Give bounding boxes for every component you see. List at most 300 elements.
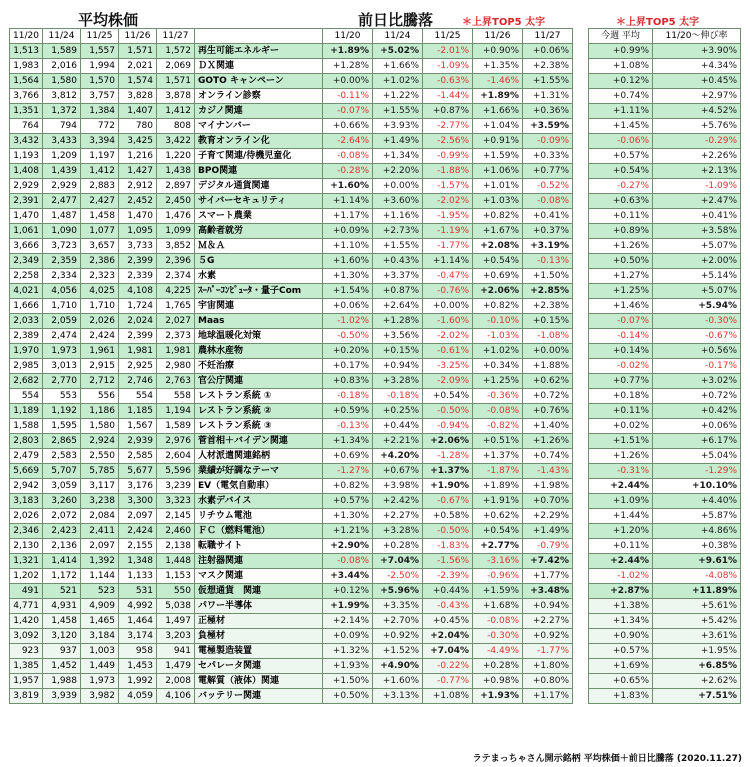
table-row (10, 59, 573, 74)
avg-price-cell: 491 (10, 584, 43, 599)
avg-price-cell: 556 (81, 389, 119, 404)
avg-price-cell: 1,372 (43, 104, 81, 119)
avg-price-cell: 1,197 (81, 149, 119, 164)
weekly-growth-cell: +5.94% (653, 299, 741, 314)
daily-change-cell: -1.08% (523, 329, 573, 344)
daily-change-cell: -1.02% (323, 314, 373, 329)
weekly-row (589, 224, 741, 239)
daily-change-cell: -1.46% (473, 74, 523, 89)
weekly-row (589, 419, 741, 434)
avg-price-cell: 1,574 (119, 74, 157, 89)
weekly-row (589, 629, 741, 644)
theme-name-cell: Ｍ＆Ａ (195, 239, 323, 254)
weekly-growth-cell: -0.29% (653, 134, 741, 149)
main-table (9, 28, 573, 704)
daily-change-cell: -2.02% (423, 329, 473, 344)
avg-price-cell: 3,939 (43, 689, 81, 704)
daily-change-cell: +1.16% (373, 209, 423, 224)
weekly-avg-cell: +2.87% (589, 584, 653, 599)
daily-change-cell: +0.36% (523, 104, 573, 119)
weekly-row (589, 389, 741, 404)
table-row (10, 89, 573, 104)
weekly-avg-cell: +0.74% (589, 89, 653, 104)
daily-change-cell: +5.96% (373, 584, 423, 599)
theme-name-cell: 人材派遣関連銘柄 (195, 449, 323, 464)
daily-change-cell: +1.01% (473, 179, 523, 194)
avg-price-cell: 2,682 (10, 374, 43, 389)
theme-name-cell: Maas (195, 314, 323, 329)
weekly-growth-cell: +5.14% (653, 269, 741, 284)
daily-change-cell: +1.66% (473, 104, 523, 119)
daily-change-cell: +0.00% (423, 299, 473, 314)
daily-change-cell: +3.59% (523, 119, 573, 134)
daily-change-cell: +7.42% (523, 554, 573, 569)
avg-price-cell: 808 (157, 119, 195, 134)
avg-price-cell: 2,155 (119, 539, 157, 554)
weekly-row (589, 614, 741, 629)
weekly-growth-cell: +9.61% (653, 554, 741, 569)
avg-price-cell: 1,572 (157, 44, 195, 59)
avg-price-cell: 4,992 (119, 599, 157, 614)
weekly-table-body (589, 44, 741, 704)
weekly-avg-cell: +1.20% (589, 524, 653, 539)
avg-price-cell: 1,439 (43, 164, 81, 179)
weekly-avg-cell: +1.26% (589, 239, 653, 254)
theme-name-cell: 高齢者就労 (195, 224, 323, 239)
avg-price-cell: 3,092 (10, 629, 43, 644)
avg-price-cell: 2,084 (81, 509, 119, 524)
weekly-growth-cell: +5.07% (653, 239, 741, 254)
avg-price-cell: 3,657 (81, 239, 119, 254)
weekly-growth-cell: +3.58% (653, 224, 741, 239)
daily-change-cell: +1.31% (523, 89, 573, 104)
avg-price-cell: 1,193 (10, 149, 43, 164)
avg-price-cell: 3,812 (43, 89, 81, 104)
theme-name-cell: レストラン系統 ② (195, 404, 323, 419)
daily-change-cell: +1.37% (423, 464, 473, 479)
daily-change-cell: -1.87% (473, 464, 523, 479)
weekly-growth-cell: +0.41% (653, 209, 741, 224)
avg-price-cell: 4,108 (119, 284, 157, 299)
daily-change-cell: +2.06% (473, 284, 523, 299)
avg-price-cell: 2,424 (119, 524, 157, 539)
avg-price-cell: 2,924 (81, 434, 119, 449)
avg-price-cell: 1,095 (119, 224, 157, 239)
weekly-row (589, 104, 741, 119)
daily-change-cell: +1.30% (323, 509, 373, 524)
avg-price-cell: 2,460 (157, 524, 195, 539)
avg-price-cell: 2,583 (43, 449, 81, 464)
theme-name-cell: 教育オンライン化 (195, 134, 323, 149)
main-header-row (10, 29, 573, 44)
daily-change-cell: -0.50% (323, 329, 373, 344)
weekly-growth-cell: -4.08% (653, 569, 741, 584)
weekly-growth-cell: -1.09% (653, 179, 741, 194)
avg-price-cell: 1,465 (81, 614, 119, 629)
avg-price-cell: 531 (119, 584, 157, 599)
avg-price-cell: 2,865 (43, 434, 81, 449)
avg-price-cell: 2,323 (81, 269, 119, 284)
avg-price-cell: 1,194 (157, 404, 195, 419)
daily-change-cell: -0.79% (523, 539, 573, 554)
avg-price-cell: 5,707 (43, 464, 81, 479)
weekly-row (589, 434, 741, 449)
daily-change-cell: +1.25% (473, 374, 523, 389)
theme-name-cell: サイバーセキュリティ (195, 194, 323, 209)
avg-price-cell: 794 (43, 119, 81, 134)
avg-price-cell: 1,994 (81, 59, 119, 74)
daily-change-cell: +1.17% (523, 689, 573, 704)
avg-price-cell: 2,138 (157, 539, 195, 554)
avg-price-cell: 2,373 (157, 329, 195, 344)
avg-price-cell: 2,374 (157, 269, 195, 284)
daily-change-cell: +1.50% (523, 269, 573, 284)
daily-change-cell: -2.01% (423, 44, 473, 59)
avg-price-cell: 3,176 (119, 479, 157, 494)
avg-price-cell: 1,983 (10, 59, 43, 74)
daily-change-cell: +1.59% (473, 584, 523, 599)
theme-name-cell: デジタル通貨関連 (195, 179, 323, 194)
avg-price-cell: 3,183 (10, 494, 43, 509)
weekly-avg-cell: +1.26% (589, 449, 653, 464)
daily-change-cell: -0.09% (523, 134, 573, 149)
table-row (10, 524, 573, 539)
avg-price-cell: 1,427 (119, 164, 157, 179)
weekly-growth-cell: -1.29% (653, 464, 741, 479)
avg-price-cell: 2,746 (119, 374, 157, 389)
weekly-row (589, 254, 741, 269)
weekly-growth-cell: +4.34% (653, 59, 741, 74)
weekly-avg-cell: +1.45% (589, 119, 653, 134)
avg-price-cell: 1,189 (10, 404, 43, 419)
avg-price-cell: 3,432 (10, 134, 43, 149)
weekly-row (589, 599, 741, 614)
theme-name-cell: GOTO キャンペーン (195, 74, 323, 89)
avg-price-cell: 4,106 (157, 689, 195, 704)
daily-change-cell: +1.28% (373, 314, 423, 329)
daily-change-cell: +1.02% (473, 344, 523, 359)
avg-price-cell: 2,477 (43, 194, 81, 209)
daily-change-cell: -2.39% (423, 569, 473, 584)
daily-change-cell: +2.04% (423, 629, 473, 644)
weekly-row (589, 44, 741, 59)
daily-change-cell: -0.08% (473, 614, 523, 629)
weekly-avg-cell: +0.57% (589, 149, 653, 164)
weekly-row (589, 659, 741, 674)
daily-change-cell: +0.58% (423, 509, 473, 524)
avg-price-cell: 2,026 (81, 314, 119, 329)
avg-price-cell: 4,056 (43, 284, 81, 299)
avg-price-cell: 2,359 (43, 254, 81, 269)
daily-change-cell: +0.54% (423, 389, 473, 404)
table-row (10, 314, 573, 329)
avg-price-cell: 937 (43, 644, 81, 659)
daily-change-cell: +0.25% (373, 404, 423, 419)
weekly-row (589, 179, 741, 194)
avg-price-cell: 1,981 (157, 344, 195, 359)
weekly-row (589, 329, 741, 344)
daily-change-cell: +1.66% (373, 59, 423, 74)
daily-change-cell: -0.94% (423, 419, 473, 434)
table-row (10, 644, 573, 659)
daily-change-cell: +2.77% (473, 539, 523, 554)
avg-price-cell: 3,260 (43, 494, 81, 509)
daily-change-cell: +0.92% (523, 629, 573, 644)
weekly-growth-cell: +5.76% (653, 119, 741, 134)
avg-price-cell: 1,557 (81, 44, 119, 59)
avg-price-cell: 2,016 (43, 59, 81, 74)
table-row (10, 104, 573, 119)
weekly-growth-cell: +6.85% (653, 659, 741, 674)
avg-price-cell: 5,677 (119, 464, 157, 479)
daily-change-cell: -0.61% (423, 344, 473, 359)
weekly-row (589, 524, 741, 539)
daily-change-cell: -0.13% (323, 419, 373, 434)
avg-price-cell: 1,077 (81, 224, 119, 239)
daily-change-cell: +1.28% (323, 59, 373, 74)
avg-price-cell: 1,458 (43, 614, 81, 629)
weekly-row (589, 449, 741, 464)
weekly-avg-cell: +0.65% (589, 674, 653, 689)
avg-price-cell: 2,915 (81, 359, 119, 374)
avg-price-cell: 3,013 (43, 359, 81, 374)
daily-change-cell: +1.90% (423, 479, 473, 494)
avg-price-cell: 2,770 (43, 374, 81, 389)
top5-note-1: ＊上昇TOP5 太字 (462, 17, 546, 28)
avg-price-cell: 3,819 (10, 689, 43, 704)
avg-price-cell: 1,588 (10, 419, 43, 434)
weekly-growth-cell: +0.42% (653, 404, 741, 419)
weekly-row (589, 509, 741, 524)
avg-price-cell: 2,258 (10, 269, 43, 284)
weekly-avg-cell: +1.38% (589, 599, 653, 614)
weekly-avg-cell: -0.14% (589, 329, 653, 344)
avg-price-cell: 2,026 (10, 509, 43, 524)
avg-price-cell: 2,059 (43, 314, 81, 329)
daily-change-cell: +0.90% (473, 44, 523, 59)
daily-change-cell: -1.95% (423, 209, 473, 224)
daily-change-cell: +0.87% (373, 284, 423, 299)
table-row (10, 359, 573, 374)
weekly-avg-cell: +0.63% (589, 194, 653, 209)
daily-change-cell: -2.50% (373, 569, 423, 584)
avg-col-4: 11/26 (119, 29, 157, 44)
weekly-growth-cell: +4.40% (653, 494, 741, 509)
avg-price-cell: 1,172 (43, 569, 81, 584)
avg-price-cell: 764 (10, 119, 43, 134)
weekly-growth-cell: +6.17% (653, 434, 741, 449)
avg-price-cell: 1,580 (43, 74, 81, 89)
theme-col (195, 29, 323, 44)
daily-change-cell: +1.40% (523, 419, 573, 434)
daily-change-cell: +0.34% (473, 359, 523, 374)
daily-change-cell: +0.69% (473, 269, 523, 284)
daily-change-cell: -1.83% (423, 539, 473, 554)
daily-change-cell: +0.44% (373, 419, 423, 434)
theme-name-cell: 仮想通貨 関連 (195, 584, 323, 599)
weekly-growth-cell: +2.47% (653, 194, 741, 209)
daily-change-cell: +1.34% (323, 434, 373, 449)
table-row (10, 269, 573, 284)
avg-price-cell: 521 (43, 584, 81, 599)
daily-change-cell: -2.56% (423, 134, 473, 149)
daily-change-cell: +0.62% (473, 509, 523, 524)
daily-change-cell: +0.09% (323, 224, 373, 239)
daily-change-cell: +1.08% (423, 689, 473, 704)
daily-change-cell: +2.85% (523, 284, 573, 299)
daily-change-cell: +7.04% (423, 644, 473, 659)
avg-price-cell: 3,394 (81, 134, 119, 149)
daily-change-cell: +1.55% (373, 104, 423, 119)
daily-change-cell: +1.37% (473, 449, 523, 464)
theme-name-cell: レストラン系統 ① (195, 389, 323, 404)
daily-change-cell: -0.08% (523, 194, 573, 209)
avg-price-cell: 3,666 (10, 239, 43, 254)
avg-price-cell: 1,571 (119, 44, 157, 59)
daily-change-cell: -0.76% (423, 284, 473, 299)
weekly-avg-cell: -0.27% (589, 179, 653, 194)
daily-change-cell: +0.77% (523, 164, 573, 179)
daily-change-cell: -0.13% (523, 254, 573, 269)
daily-change-cell: +1.99% (323, 599, 373, 614)
daily-change-cell: +1.77% (523, 569, 573, 584)
weekly-avg-cell: +0.11% (589, 539, 653, 554)
daily-change-cell: +0.00% (523, 344, 573, 359)
table-row (10, 629, 573, 644)
avg-price-cell: 3,422 (157, 134, 195, 149)
daily-change-cell: -0.18% (323, 389, 373, 404)
weekly-row (589, 479, 741, 494)
weekly-avg-cell: +0.77% (589, 374, 653, 389)
avg-price-cell: 941 (157, 644, 195, 659)
daily-change-cell: +0.62% (523, 374, 573, 389)
daily-change-cell: -0.82% (473, 419, 523, 434)
daily-change-cell: +2.27% (523, 614, 573, 629)
avg-price-cell: 1,666 (10, 299, 43, 314)
weekly-avg-cell: +1.44% (589, 509, 653, 524)
avg-price-cell: 3,117 (81, 479, 119, 494)
table-row (10, 419, 573, 434)
avg-price-cell: 2,097 (81, 539, 119, 554)
daily-change-cell: +0.76% (523, 404, 573, 419)
daily-change-cell: +0.70% (523, 494, 573, 509)
daily-change-cell: +1.22% (373, 89, 423, 104)
week-avg-col: 今週 平均 (589, 29, 653, 44)
avg-price-cell: 1,973 (43, 344, 81, 359)
avg-price-cell: 4,771 (10, 599, 43, 614)
daily-change-cell: +0.69% (323, 449, 373, 464)
daily-change-cell: -0.18% (373, 389, 423, 404)
table-row (10, 449, 573, 464)
weekly-row (589, 209, 741, 224)
avg-price-cell: 2,427 (81, 194, 119, 209)
weekly-growth-cell: +0.56% (653, 344, 741, 359)
daily-change-title: 前日比騰落 (358, 11, 434, 29)
daily-change-cell: +0.92% (373, 629, 423, 644)
avg-price-cell: 2,389 (10, 329, 43, 344)
weekly-row (589, 689, 741, 704)
daily-change-cell: +1.98% (523, 479, 573, 494)
daily-change-cell: -1.57% (423, 179, 473, 194)
avg-price-cell: 3,433 (43, 134, 81, 149)
daily-change-cell: +0.94% (523, 599, 573, 614)
weekly-growth-cell: -0.30% (653, 314, 741, 329)
daily-change-cell: +0.74% (523, 449, 573, 464)
weekly-avg-cell: +1.69% (589, 659, 653, 674)
avg-col-1: 11/20 (10, 29, 43, 44)
weekly-avg-cell: +1.09% (589, 494, 653, 509)
daily-change-cell: +3.13% (373, 689, 423, 704)
avg-price-cell: 1,003 (81, 644, 119, 659)
avg-price-cell: 1,385 (10, 659, 43, 674)
avg-price-cell: 1,765 (157, 299, 195, 314)
table-row (10, 164, 573, 179)
weekly-row (589, 674, 741, 689)
weekly-row (589, 269, 741, 284)
avg-price-cell: 3,174 (119, 629, 157, 644)
weekly-avg-cell: +0.14% (589, 344, 653, 359)
daily-change-cell: -1.56% (423, 554, 473, 569)
daily-change-cell: +2.14% (323, 614, 373, 629)
avg-price-cell: 2,929 (10, 179, 43, 194)
avg-price-cell: 1,595 (43, 419, 81, 434)
footer-caption: ラテまっちゃさん開示銘柄 平均株価＋前日比騰落 (2020.11.27) (472, 754, 742, 764)
daily-change-cell: -0.07% (323, 104, 373, 119)
avg-price-cell: 1,090 (43, 224, 81, 239)
avg-price-cell: 1,570 (81, 74, 119, 89)
avg-price-cell: 2,604 (157, 449, 195, 464)
table-row (10, 44, 573, 59)
avg-price-cell: 1,973 (81, 674, 119, 689)
avg-price-cell: 4,909 (81, 599, 119, 614)
theme-name-cell: カジノ関連 (195, 104, 323, 119)
avg-price-title: 平均株価 (78, 11, 139, 29)
avg-price-cell: 2,712 (81, 374, 119, 389)
daily-change-cell: +1.04% (473, 119, 523, 134)
daily-change-cell: -1.77% (423, 239, 473, 254)
daily-change-cell: +0.28% (373, 539, 423, 554)
avg-price-cell: 1,487 (43, 209, 81, 224)
avg-price-cell: 1,567 (119, 419, 157, 434)
avg-price-cell: 2,339 (119, 269, 157, 284)
avg-price-cell: 2,763 (157, 374, 195, 389)
daily-change-cell: +2.73% (373, 224, 423, 239)
avg-price-cell: 772 (81, 119, 119, 134)
avg-price-cell: 1,407 (119, 104, 157, 119)
daily-change-cell: -0.36% (473, 389, 523, 404)
avg-price-cell: 2,411 (81, 524, 119, 539)
daily-change-cell: +0.82% (473, 299, 523, 314)
avg-price-cell: 2,550 (81, 449, 119, 464)
avg-price-cell: 2,942 (10, 479, 43, 494)
daily-change-cell: -0.96% (473, 569, 523, 584)
avg-price-cell: 2,479 (10, 449, 43, 464)
avg-price-cell: 2,386 (81, 254, 119, 269)
avg-price-cell: 2,349 (10, 254, 43, 269)
weekly-row (589, 149, 741, 164)
weekly-growth-cell: +0.38% (653, 539, 741, 554)
weekly-avg-cell: -0.06% (589, 134, 653, 149)
weekly-growth-cell: +5.07% (653, 284, 741, 299)
theme-name-cell: 電解質（液体）関連 (195, 674, 323, 689)
daily-change-cell: +3.37% (373, 269, 423, 284)
theme-name-cell: 不妊治療 (195, 359, 323, 374)
daily-change-cell: +2.29% (523, 509, 573, 524)
daily-change-cell: -0.77% (423, 674, 473, 689)
daily-change-cell: +0.51% (473, 434, 523, 449)
avg-price-cell: 2,033 (10, 314, 43, 329)
daily-change-cell: +2.20% (373, 164, 423, 179)
